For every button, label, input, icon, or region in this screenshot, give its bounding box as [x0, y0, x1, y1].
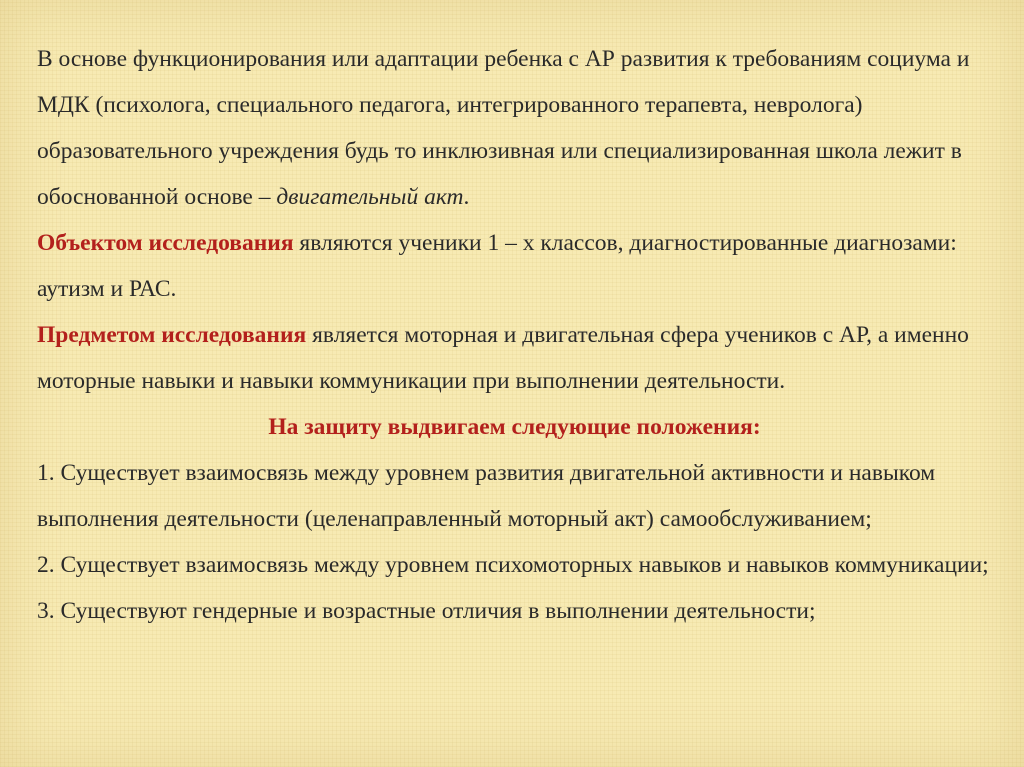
intro-end: .: [463, 184, 470, 210]
subject-label: Предметом исследования: [37, 322, 307, 348]
intro-paragraph: [37, 36, 992, 220]
object-paragraph: [37, 220, 992, 312]
thesis-item-2: 2. Существует взаимосвязь между уровнем психомоторных навыков и навыков коммуникации;: [37, 552, 989, 578]
slide-content: [37, 36, 992, 634]
intro-emphasis: двигательный акт: [276, 184, 464, 210]
thesis-item-3: 3. Существуют гендерные и возрастные отличия в выполнении деятельности;: [37, 598, 816, 624]
subject-paragraph: [37, 312, 992, 404]
thesis-heading: На защиту выдвигаем следующие положения:: [268, 414, 761, 440]
intro-text: В основе функционирования или адаптации ребенка с АР развития к требованиям социума и МДК (психолога, специального педагога, интегрированного терапевта, невролога) образовательного учреждения будь то инклюзивная или специализированная школа лежит в обоснованной основе –: [37, 46, 970, 210]
object-text: являются ученики 1 – х классов, диагностированные диагнозами: аутизм и РАС.: [37, 230, 957, 302]
object-label: Объектом исследования: [37, 230, 294, 256]
thesis-item-1: 1. Существует взаимосвязь между уровнем развития двигательной активности и навыком выполнения деятельности (целенаправленный моторный акт) самообслуживанием;: [37, 460, 936, 532]
subject-text: является моторная и двигательная сфера учеников с АР, а именно моторные навыки и навыки коммуникации при выполнении деятельности.: [37, 322, 969, 394]
